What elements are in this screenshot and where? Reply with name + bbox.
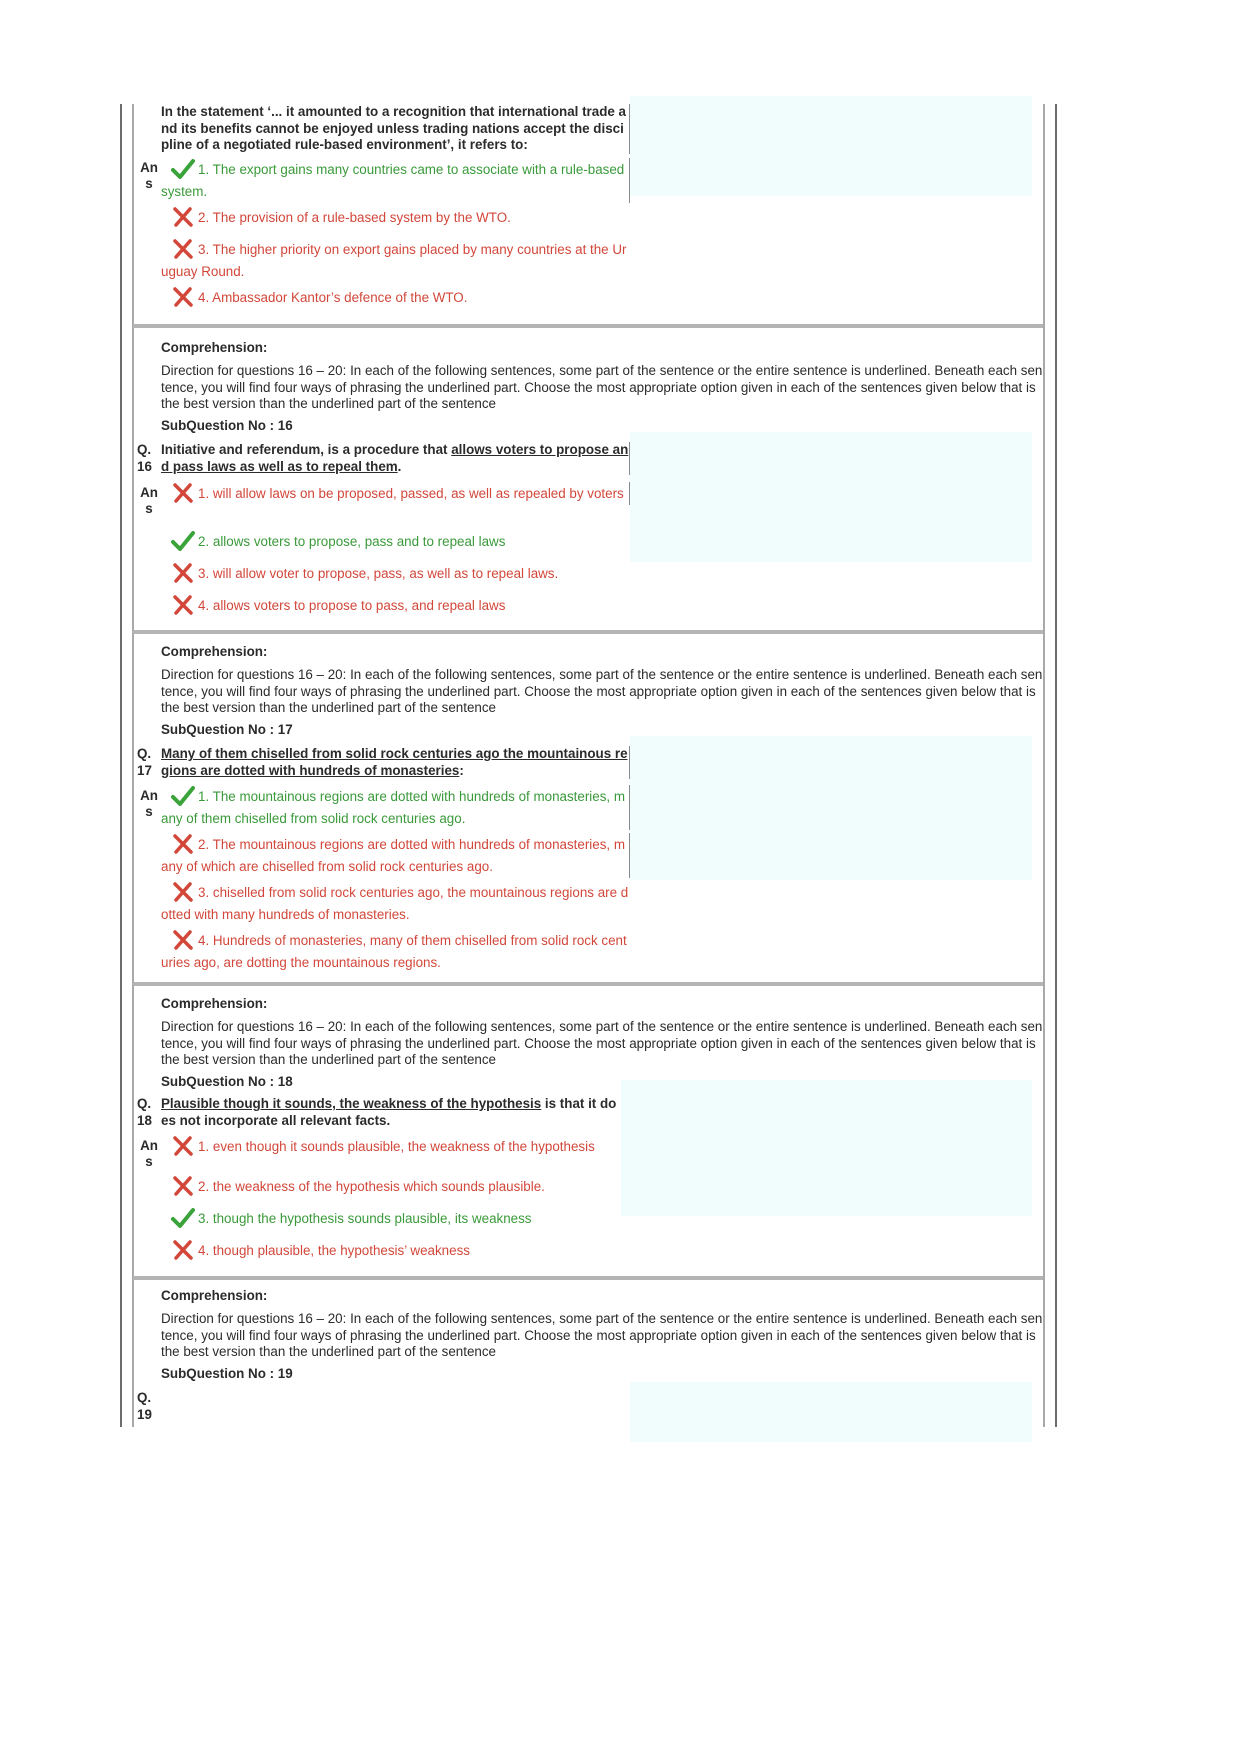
option-1 [161,785,630,830]
option-text: 1. even though it sounds plausible, the weakness of the hypothesis [198,1139,595,1154]
option-4 [161,1239,629,1262]
cross-icon [171,1239,195,1261]
option-4 [161,594,629,617]
direction-text: Direction for questions 16 – 20: In each of the following sentences, some part of the sentence or the entire sentence is underlined. Beneath each sentence, you will find four ways of phrasing the underlined part. Choose the most appropriate option given in each of the sentences given below that is the best version than the underlined part of the sentence [161,667,1043,716]
comprehension-title: Comprehension: [161,1288,268,1303]
question-text: Many of them chiselled from solid rock centuries ago the mountainous regions are dotted with hundreds of monasteries: [161,746,630,779]
option-text: 3. The higher priority on export gains placed by many countries at the Uruguay Round. [161,242,627,279]
cross-icon [171,929,195,951]
option-text: 3. will allow voter to propose, pass, as well as to repeal laws. [198,566,559,581]
check-icon [171,1207,195,1229]
option-4 [161,286,629,309]
option-4 [161,929,629,974]
direction-text: Direction for questions 16 – 20: In each of the following sentences, some part of the sentence or the entire sentence is underlined. Beneath each sentence, you will find four ways of phrasing the underlined part. Choose the most appropriate option given in each of the sentences given below that is the best version than the underlined part of the sentence [161,1311,1043,1360]
check-icon [171,158,195,180]
cross-icon [171,1175,195,1197]
option-3 [161,238,629,283]
question-number: Q. 18 [137,1096,152,1128]
cross-icon [171,833,195,855]
cross-icon [171,594,195,616]
option-3 [161,881,629,926]
comprehension-title: Comprehension: [161,644,268,659]
option-text: 1. will allow laws on be proposed, passed, as well as repealed by voters [198,486,624,501]
option-2 [161,833,630,878]
cross-icon [171,1135,195,1157]
option-2 [161,206,629,229]
check-icon [171,785,195,807]
question-number: Q. 19 [137,1390,152,1422]
response-panel [630,1382,1032,1442]
subquestion-number: SubQuestion No : 17 [161,722,293,737]
question-block-15 [133,96,1043,328]
option-3 [161,1207,629,1230]
question-number: Q. 17 [137,746,152,778]
comprehension-title: Comprehension: [161,340,268,355]
direction-text: Direction for questions 16 – 20: In each of the following sentences, some part of the sentence or the entire sentence is underlined. Beneath each sentence, you will find four ways of phrasing the underlined part. Choose the most appropriate option given in each of the sentences given below that is the best version than the underlined part of the sentence [161,363,1043,412]
option-text: 1. The export gains many countries came to associate with a rule-based system. [161,162,625,199]
frame-right-outer [1055,104,1057,1427]
option-text: 2. the weakness of the hypothesis which sounds plausible. [198,1179,545,1194]
option-text: 2. The mountainous regions are dotted with hundreds of monasteries, many of which are chiselled from solid rock centuries ago. [161,837,626,874]
option-text: 4. allows voters to propose to pass, and repeal laws [198,598,506,613]
cross-icon [171,482,195,504]
response-panel [630,96,1032,196]
option-2 [161,1175,629,1198]
option-1 [161,482,630,505]
question-block-17 [133,634,1043,986]
cross-icon [171,238,195,260]
frame-left-outer [120,104,122,1427]
answer-label: An s [140,788,158,819]
subquestion-number: SubQuestion No : 18 [161,1074,293,1089]
subquestion-number: SubQuestion No : 16 [161,418,293,433]
option-1 [161,1135,621,1158]
cross-icon [171,286,195,308]
option-2 [161,530,629,553]
cross-icon [171,881,195,903]
cross-icon [171,206,195,228]
frame-right-inner [1043,104,1045,1427]
option-text: 4. Hundreds of monasteries, many of them chiselled from solid rock centuries ago, are dotting the mountainous regions. [161,933,627,970]
question-block-19 [133,1280,1043,1440]
question-number: Q. 16 [137,442,152,474]
direction-text: Direction for questions 16 – 20: In each of the following sentences, some part of the sentence or the entire sentence is underlined. Beneath each sentence, you will find four ways of phrasing the underlined part. Choose the most appropriate option given in each of the sentences given below that is the best version than the underlined part of the sentence [161,1019,1043,1068]
question-block-16 [133,330,1043,634]
option-text: 2. The provision of a rule-based system by the WTO. [198,210,511,225]
answer-label: An s [140,160,158,191]
answer-label: An s [140,485,158,516]
option-text: 1. The mountainous regions are dotted with hundreds of monasteries, many of them chiselled from solid rock centuries ago. [161,789,626,826]
option-text: 3. chiselled from solid rock centuries ago, the mountainous regions are dotted with many hundreds of monasteries. [161,885,629,922]
check-icon [171,530,195,552]
cross-icon [171,562,195,584]
question-text: Initiative and referendum, is a procedure that allows voters to propose and pass laws as well as to repeal them. [161,442,629,474]
response-panel [621,1080,1032,1216]
option-3 [161,562,629,585]
answer-label: An s [140,1138,158,1169]
subquestion-number: SubQuestion No : 19 [161,1366,293,1381]
option-text: 4. though plausible, the hypothesis’ weakness [198,1243,470,1258]
comprehension-title: Comprehension: [161,996,268,1011]
response-panel [630,736,1032,880]
option-text: 4. Ambassador Kantor’s defence of the WTO. [198,290,468,305]
question-text: In the statement ‘... it amounted to a recognition that international trade and its benefits cannot be enjoyed unless trading nations accept the discipline of a negotiated rule-based environment’, it refers to: [161,104,630,154]
option-1 [161,158,630,203]
question-block-18 [133,986,1043,1280]
question-text: Plausible though it sounds, the weakness of the hypothesis is that it does not incorporate all relevant facts. [161,1096,617,1128]
option-text: 3. though the hypothesis sounds plausible, its weakness [198,1211,532,1226]
option-text: 2. allows voters to propose, pass and to repeal laws [198,534,506,549]
response-panel [630,432,1032,562]
